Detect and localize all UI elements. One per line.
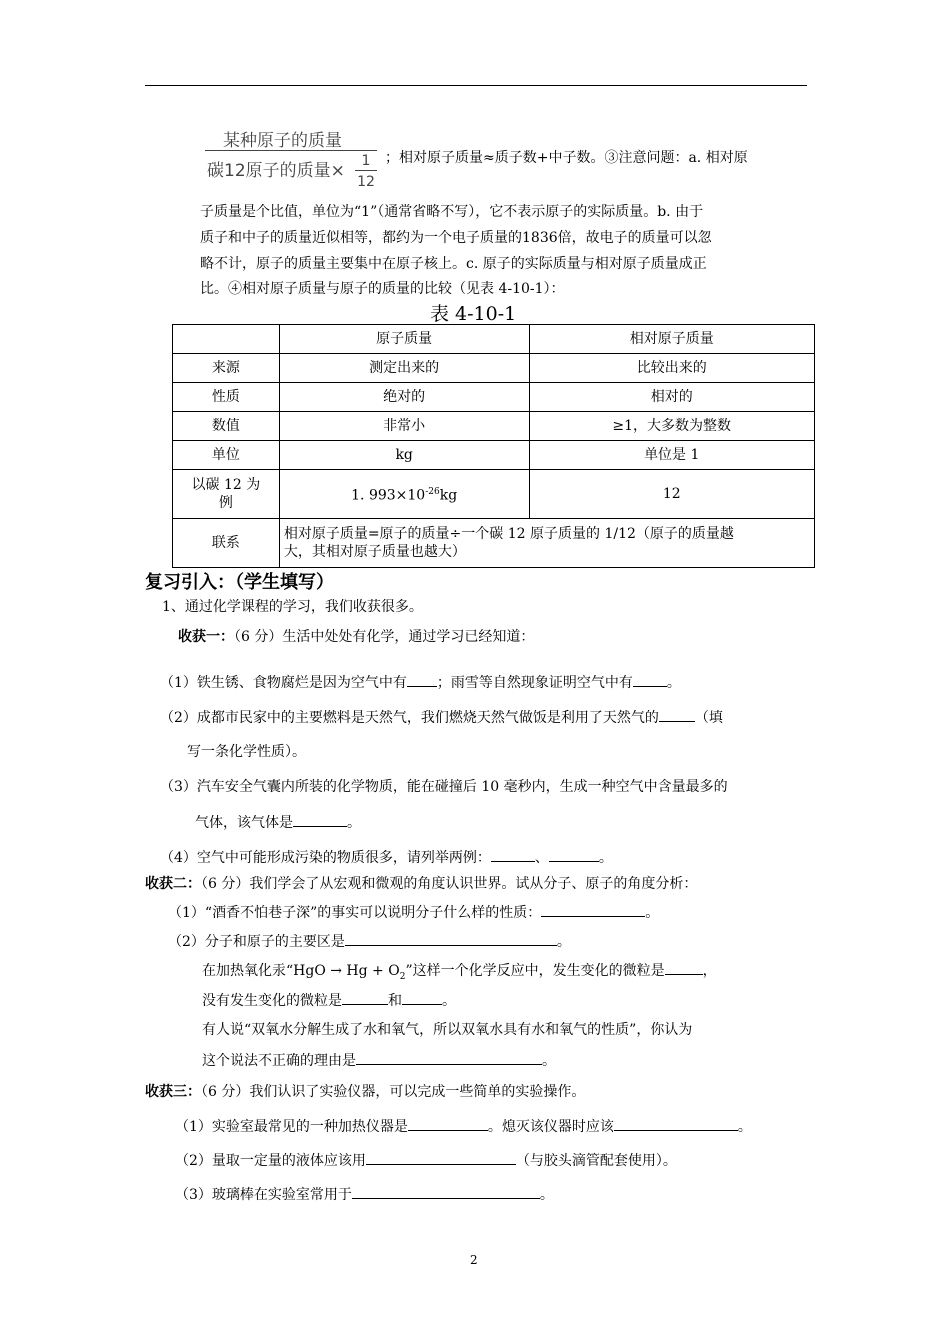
question-text: 。 bbox=[598, 850, 613, 866]
question-text: （填 bbox=[694, 710, 723, 726]
review-heading: 复习引入：（学生填写） bbox=[145, 572, 334, 593]
question-text: （1）铁生锈、食物腐烂是因为空气中有 bbox=[160, 675, 407, 691]
question-line bbox=[175, 1114, 752, 1139]
relation-text-1: 相对原子质量=原子的质量÷一个碳 12 原子质量的 1/12（原子的质量越 bbox=[283, 526, 734, 542]
question-text: ， bbox=[702, 963, 717, 979]
question-line bbox=[168, 900, 659, 925]
question-text: 、 bbox=[534, 850, 549, 866]
table-cell: 12 bbox=[529, 470, 815, 519]
gain-three-line bbox=[145, 1080, 585, 1104]
question-line: 有人说“双氧水分解生成了水和氧气，所以双氧水具有水和氧气的性质”，你认为 bbox=[202, 1022, 693, 1038]
formula-bar bbox=[205, 150, 377, 151]
gain-two-line bbox=[145, 872, 697, 896]
table-cell: 来源 bbox=[173, 354, 280, 383]
small-denominator: 12 bbox=[357, 174, 375, 190]
answer-blank[interactable] bbox=[356, 1048, 542, 1065]
answer-blank[interactable] bbox=[402, 988, 442, 1005]
table-cell: 比较出来的 bbox=[529, 354, 815, 383]
question-text: 。 bbox=[645, 905, 660, 921]
gain-two-text: （6 分）我们学会了从宏观和微观的角度认识世界。试从分子、原子的角度分析： bbox=[201, 876, 698, 892]
answer-blank[interactable] bbox=[665, 958, 703, 975]
answer-blank[interactable] bbox=[407, 670, 437, 687]
question-text: （4）空气中可能形成污染的物质很多，请列举两例： bbox=[160, 850, 491, 866]
review-intro: 1、通过化学课程的学习，我们收获很多。 bbox=[162, 599, 423, 615]
gain-one-label: 收获一： bbox=[178, 629, 234, 645]
question-line bbox=[168, 929, 571, 954]
answer-blank[interactable] bbox=[366, 1148, 516, 1165]
table-cell bbox=[173, 470, 280, 519]
relative-mass-formula bbox=[205, 126, 385, 196]
gain-three-text: （6 分）我们认识了实验仪器，可以完成一些简单的实验操作。 bbox=[201, 1084, 586, 1100]
question-line: 写一条化学性质）。 bbox=[187, 744, 306, 760]
answer-blank[interactable] bbox=[659, 705, 695, 722]
table-cell: 非常小 bbox=[279, 412, 529, 441]
question-text: ；雨雪等自然现象证明空气中有 bbox=[436, 675, 633, 691]
table-caption: 表 4-10-1 bbox=[430, 303, 517, 325]
answer-blank[interactable] bbox=[633, 670, 667, 687]
formula-numerator: 某种原子的质量 bbox=[223, 131, 342, 151]
question-line: （3）汽车安全气囊内所装的化学物质，能在碰撞后 10 毫秒内，生成一种空气中含量最多的 bbox=[160, 779, 728, 795]
question-text: （2）量取一定量的液体应该用 bbox=[175, 1153, 366, 1169]
gain-three-label: 收获三： bbox=[145, 1084, 201, 1100]
question-line bbox=[202, 1048, 556, 1073]
question-line bbox=[160, 670, 681, 695]
table-cell: 性质 bbox=[173, 383, 280, 412]
question-text: 。 bbox=[556, 934, 571, 950]
gain-two-label: 收获二： bbox=[145, 876, 201, 892]
answer-blank[interactable] bbox=[345, 929, 557, 946]
question-line bbox=[175, 1182, 554, 1207]
question-text: 。 bbox=[542, 1053, 556, 1069]
question-text: （3）玻璃棒在实验室常用于 bbox=[175, 1187, 352, 1203]
intro-line: 比。④相对原子质量与原子的质量的比较（见表 4-10-1）： bbox=[200, 281, 565, 297]
table-cell: 数值 bbox=[173, 412, 280, 441]
intro-line: 质子和中子的质量近似相等，都约为一个电子质量的1836倍，故电子的质量可以忽 bbox=[200, 230, 712, 246]
table-row bbox=[173, 354, 815, 383]
table-cell: 测定出来的 bbox=[279, 354, 529, 383]
table-header-cell: 原子质量 bbox=[279, 325, 529, 354]
gain-one-line bbox=[178, 625, 534, 649]
question-line bbox=[160, 845, 613, 870]
answer-blank[interactable] bbox=[352, 1182, 540, 1199]
table-header-cell: 相对原子质量 bbox=[529, 325, 815, 354]
table-cell: 联系 bbox=[173, 519, 280, 568]
intro-line: 子质量是个比值，单位为“1”（通常省略不写），它不表示原子的实际质量。b. 由于 bbox=[200, 204, 704, 220]
question-text: （与胶头滴管配套使用）。 bbox=[515, 1153, 677, 1169]
question-text: 没有发生变化的微粒是 bbox=[202, 993, 342, 1009]
table-header-cell bbox=[173, 325, 280, 354]
intro-line: ；相对原子质量≈质子数+中子数。③注意问题：a. 相对原 bbox=[385, 150, 748, 166]
answer-blank[interactable] bbox=[549, 845, 599, 862]
question-line bbox=[202, 958, 717, 989]
question-text: 。 bbox=[442, 993, 456, 1009]
table-cell: 相对的 bbox=[529, 383, 815, 412]
question-line bbox=[202, 988, 456, 1013]
question-text: 。熄灭该仪器时应该 bbox=[487, 1119, 614, 1135]
table-row-carbon bbox=[173, 470, 815, 519]
answer-blank[interactable] bbox=[342, 988, 388, 1005]
gain-one-text: （6 分）生活中处处有化学，通过学习已经知道： bbox=[234, 629, 535, 645]
question-text: （2）分子和原子的主要区是 bbox=[168, 934, 345, 950]
table-header-row bbox=[173, 325, 815, 354]
question-text: 。 bbox=[539, 1187, 554, 1203]
table-cell: 绝对的 bbox=[279, 383, 529, 412]
carbon-mass-unit: kg bbox=[439, 487, 458, 504]
question-text: ”这样一个化学反应中，发生变化的微粒是 bbox=[405, 963, 665, 979]
question-text: 。 bbox=[347, 815, 361, 831]
table-row bbox=[173, 412, 815, 441]
table-cell: 单位是 1 bbox=[529, 441, 815, 470]
answer-blank[interactable] bbox=[491, 845, 535, 862]
table-cell: 单位 bbox=[173, 441, 280, 470]
carbon-mass-exponent: -26 bbox=[425, 487, 440, 498]
formula-small-fraction bbox=[355, 152, 377, 193]
table-cell-relation bbox=[279, 519, 814, 568]
carbon-label-2: 例 bbox=[218, 495, 233, 511]
answer-blank[interactable] bbox=[614, 1114, 738, 1131]
table-row-relation bbox=[173, 519, 815, 568]
question-text: 和 bbox=[388, 993, 402, 1009]
intro-line: 略不计，原子的质量主要集中在原子核上。c. 原子的实际质量与相对原子质量成正 bbox=[200, 256, 707, 272]
page-number: 2 bbox=[470, 1253, 478, 1267]
question-text: 。 bbox=[666, 675, 681, 691]
table-cell: ≥1，大多数为整数 bbox=[529, 412, 815, 441]
small-numerator: 1 bbox=[361, 153, 371, 169]
table-row bbox=[173, 441, 815, 470]
question-text: （1）实验室最常见的一种加热仪器是 bbox=[175, 1119, 408, 1135]
table-cell bbox=[279, 470, 529, 519]
header-rule bbox=[145, 85, 807, 86]
carbon-mass: 1. 993×10 bbox=[351, 487, 426, 504]
carbon-label-1: 以碳 12 为 bbox=[191, 477, 261, 493]
table-row bbox=[173, 383, 815, 412]
answer-blank[interactable] bbox=[293, 810, 347, 827]
question-text: （2）成都市民家中的主要燃料是天然气，我们燃烧天然气做饭是利用了天然气的 bbox=[160, 710, 659, 726]
question-text: 。 bbox=[737, 1119, 752, 1135]
subscript: 2 bbox=[399, 971, 406, 982]
question-line bbox=[175, 1148, 677, 1173]
question-text: 气体，该气体是 bbox=[195, 815, 293, 831]
formula-denominator: 碳12原子的质量× bbox=[207, 161, 345, 181]
relation-text-2: 大，其相对原子质量也越大） bbox=[283, 544, 466, 560]
answer-blank[interactable] bbox=[541, 900, 645, 917]
question-line bbox=[195, 810, 361, 835]
question-text: 在加热氧化汞“HgO → Hg + O bbox=[202, 963, 400, 979]
question-text: 这个说法不正确的理由是 bbox=[202, 1053, 356, 1069]
question-line bbox=[160, 705, 723, 730]
answer-blank[interactable] bbox=[408, 1114, 488, 1131]
comparison-table bbox=[172, 324, 815, 568]
question-text: （1）“酒香不怕巷子深”的事实可以说明分子什么样的性质： bbox=[168, 905, 542, 921]
table-cell: kg bbox=[279, 441, 529, 470]
